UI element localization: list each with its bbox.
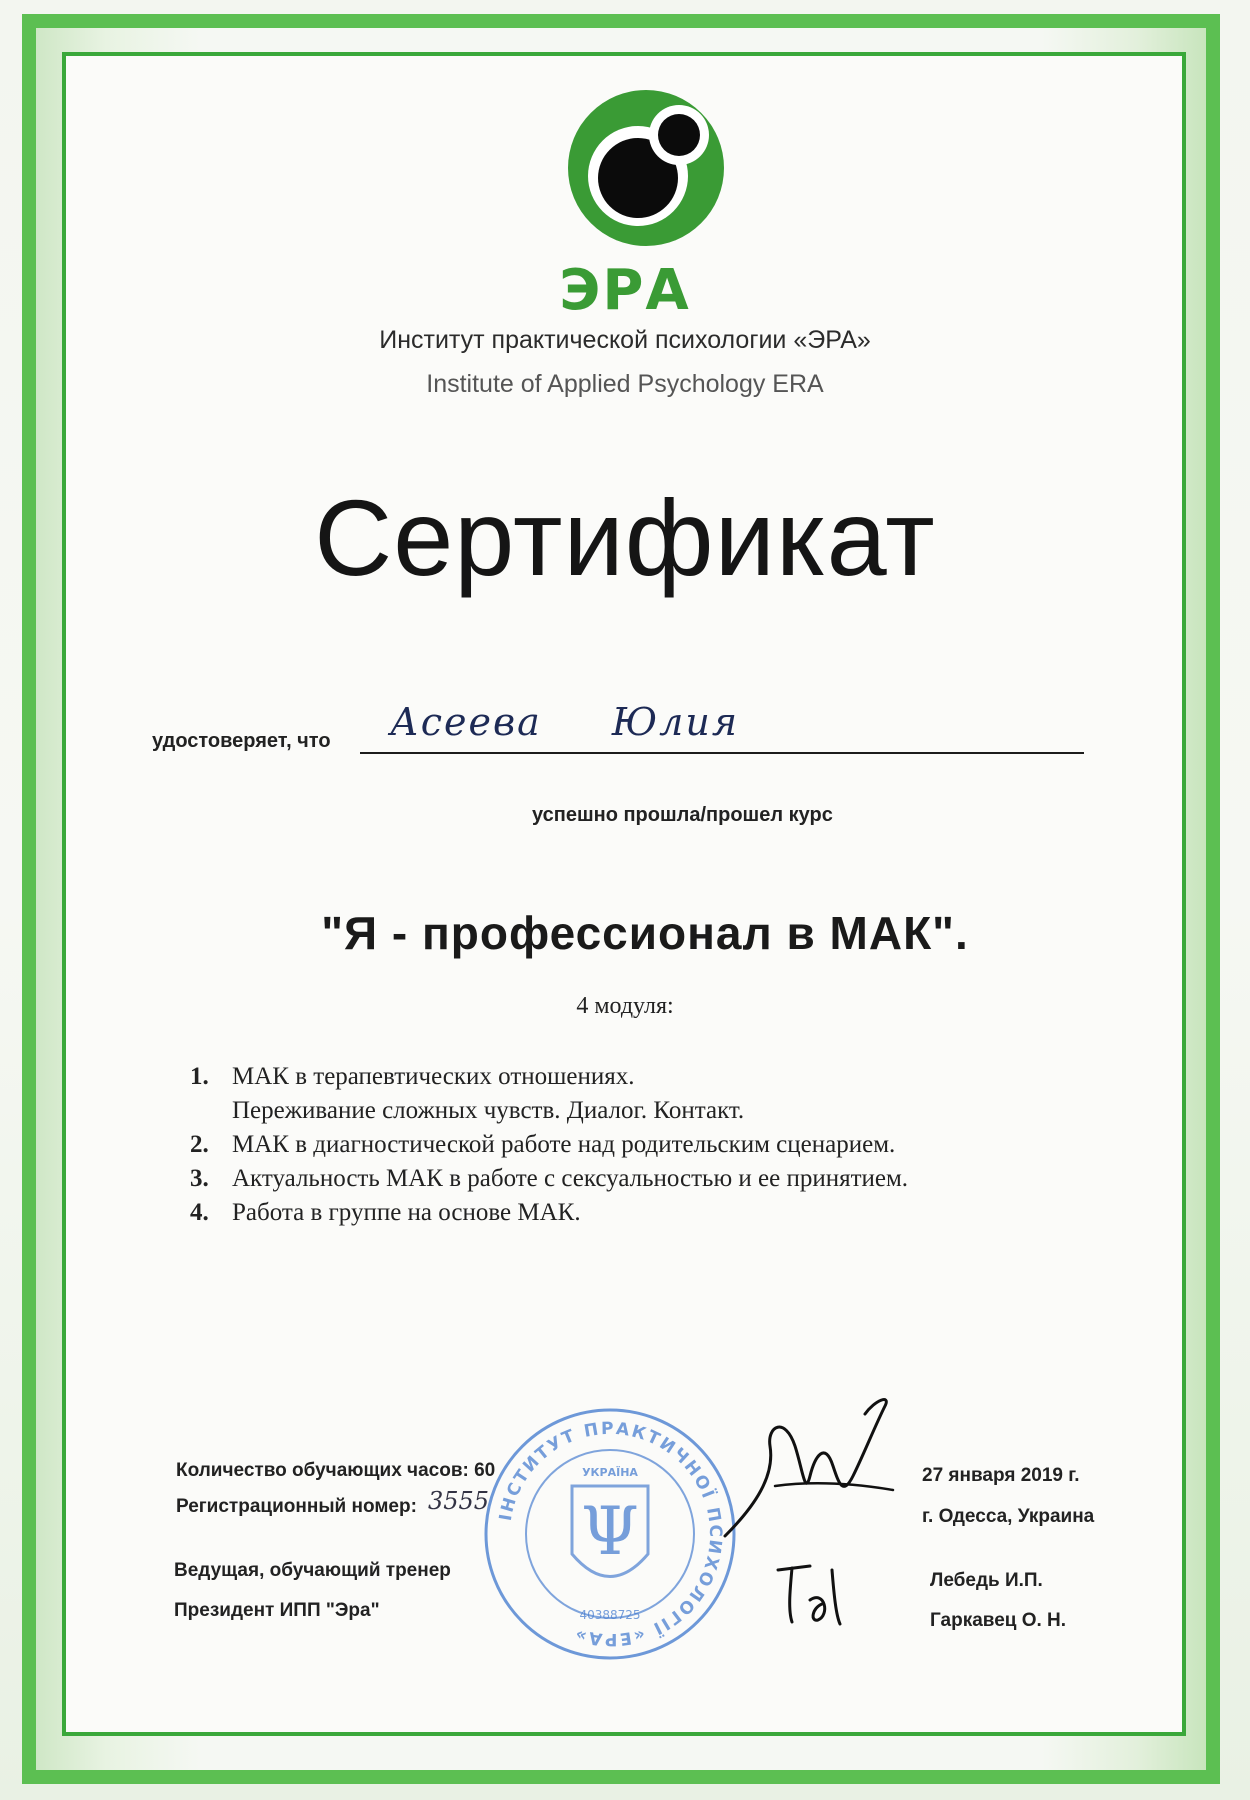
official-stamp [480,1404,740,1664]
institute-name-en: Institute of Applied Psychology ERA [426,370,824,398]
modules-list [190,1060,1070,1230]
recipient-underline [360,752,1084,754]
list-item: 2. МАК в диагностической работе над родительским сценарием. [190,1131,896,1158]
issue-city: г. Одесса, Украина [922,1506,1095,1527]
psi-symbol-icon: Ψ [581,1493,639,1570]
list-item: 4. Работа в группе на основе МАК. [190,1199,581,1226]
registration-label: Регистрационный номер: [176,1496,417,1517]
recipient-first-name: Юлия [611,700,739,744]
course-title: "Я - профессионал в МАК". [321,907,969,959]
hours-count: Количество обучающих часов: 60 [176,1460,496,1481]
recipient-name-handwritten [390,700,739,744]
completed-course-label: успешно прошла/прошел курс [532,804,833,826]
lead-trainer-label: Ведущая, обучающий тренер [174,1560,451,1581]
trainer-signature [715,1386,900,1556]
president-signature [770,1560,860,1630]
list-item: 3. Актуальность МАК в работе с сексуальностью и ее принятием. [190,1165,909,1192]
recipient-surname: Асеева [390,700,542,744]
list-item: 1. МАК в терапевтических отношениях. Переживание сложных чувств. Диалог. Контакт. [190,1063,745,1124]
stamp-code: 40388725 [579,1608,641,1622]
certifies-label: удостоверяет, что [152,730,331,752]
registration-number-handwritten: 3555 [428,1487,490,1515]
era-logo-icon [566,88,726,248]
issue-date: 27 января 2019 г. [922,1465,1080,1486]
brand-wordmark: ЭРА [559,258,691,323]
stamp-ring-text: ІНСТИТУТ ПРАКТИЧНОЇ ПСИХОЛОГІЇ «ЕРА» [495,1418,726,1650]
certificate-title: Сертификат [314,477,936,598]
modules-count: 4 модуля: [576,993,674,1019]
president-label: Президент ИПП "Эра" [174,1600,380,1621]
institute-name-ru: Институт практической психологии «ЭРА» [379,326,871,354]
stamp-country: УКРАЇНА [582,1466,638,1479]
president-name: Гаркавец О. Н. [930,1610,1067,1631]
trainer-name: Лебедь И.П. [930,1570,1043,1591]
